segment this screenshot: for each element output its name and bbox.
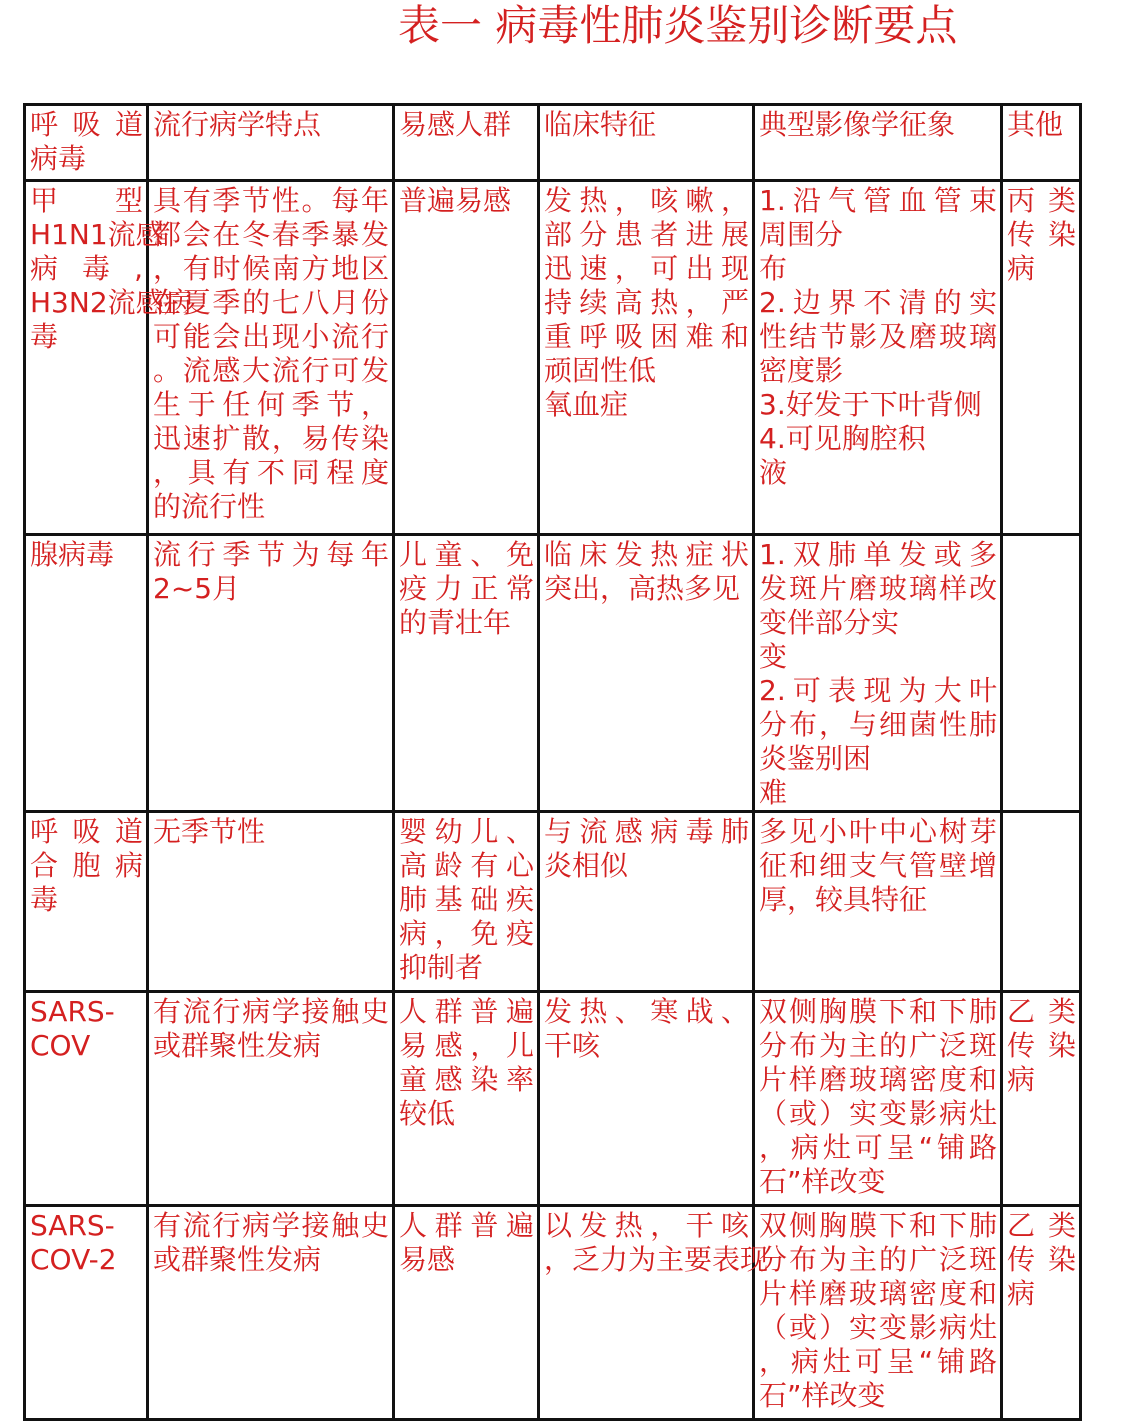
cell-imaging	[754, 812, 1002, 992]
cell-text-line: 临床发热症状	[544, 538, 749, 571]
cell-other	[1002, 812, 1081, 992]
imaging-item: 2.可表现为大叶 分布，与细菌性肺 炎鉴别困 难	[759, 674, 997, 809]
cell-text-line: SARS-	[30, 995, 115, 1028]
cell-text-line: 都会在冬春季暴发	[153, 218, 389, 251]
cell-epidemiology	[148, 535, 394, 812]
cell-text-line: 具有季节性。每年	[153, 184, 389, 217]
cell-text-line: 发热、寒战、	[544, 995, 749, 1028]
cell-text-line: 发热，咳嗽，	[544, 184, 749, 217]
cell-text-line: 合胞病	[30, 849, 143, 882]
imaging-item: 双侧胸膜下和下肺 分布为主的广泛斑 片样磨玻璃密度和 （或）实变影病灶 ，病灶可呈“铺路 石”样改变	[759, 995, 997, 1198]
cell-text-line: 病毒	[30, 142, 87, 175]
header-cell-virus	[25, 105, 148, 181]
cell-clinical	[539, 992, 754, 1206]
cell-susceptible	[394, 1206, 539, 1420]
cell-text-line: 儿童、免	[399, 538, 534, 571]
cell-clinical	[539, 812, 754, 992]
cell-text-line: 抑制者	[399, 951, 484, 984]
imaging-item: 1.沿气管血管束 周围分 布	[759, 184, 997, 285]
cell-imaging	[754, 1206, 1002, 1420]
cell-text-line: COV	[30, 1029, 91, 1062]
cell-text-line: 部分患者进展	[544, 218, 749, 251]
cell-susceptible: 普遍易感	[394, 181, 539, 535]
diagnosis-table	[23, 103, 1082, 1421]
cell-text-line: 乙类	[1007, 995, 1076, 1028]
cell-text-line: 或群聚性发病	[153, 1243, 322, 1276]
cell-text-line: 的流行性	[153, 490, 266, 523]
cell-text-line: 2~5月	[153, 572, 241, 605]
cell-virus	[25, 181, 192, 535]
cell-text-line: 重呼吸困难和	[544, 320, 749, 353]
cell-other	[1002, 535, 1081, 812]
cell-text-line: 病	[1007, 1063, 1036, 1096]
cell-text-line: 迅速，可出现	[544, 252, 749, 285]
cell-clinical	[539, 535, 754, 812]
table-row	[25, 812, 1081, 992]
header-cell-other: 其他	[1002, 105, 1081, 181]
cell-text-line: ，具有不同程度	[153, 456, 389, 489]
imaging-item: 双侧胸膜下和下肺 分布为主的广泛斑 片样磨玻璃密度和 （或）实变影病灶 ，病灶可呈“铺路 石”样改变	[759, 1209, 997, 1412]
cell-text-line: 突出，高热多见	[544, 572, 741, 605]
cell-text-line: 病	[1007, 1277, 1036, 1310]
cell-text-line: 较低	[399, 1097, 456, 1130]
imaging-item: 1.双肺单发或多 发斑片磨玻璃样改 变伴部分实 变	[759, 538, 997, 673]
cell-text-line: 传染	[1007, 218, 1076, 251]
cell-clinical	[539, 1206, 769, 1420]
cell-text-line: 生于任何季节，	[153, 388, 389, 421]
cell-text-line: H3N2流感病	[30, 286, 192, 319]
cell-text-line: COV-2	[30, 1243, 117, 1276]
cell-text-line: 迅速扩散，易传染	[153, 422, 389, 455]
header-cell-susceptible: 易感人群	[394, 105, 539, 181]
cell-text-line: 的青壮年	[399, 606, 512, 639]
table-header-row	[25, 105, 1081, 181]
cell-epidemiology	[148, 1206, 394, 1420]
cell-text-line: 炎相似	[544, 849, 629, 882]
cell-text-line: 以发热，干咳	[544, 1209, 749, 1242]
cell-text-line: 流行季节为每年	[153, 538, 389, 571]
cell-virus	[25, 992, 148, 1206]
cell-other	[1002, 992, 1081, 1206]
cell-text-line: 病	[1007, 252, 1036, 285]
cell-text-line: ，有时候南方地区	[153, 252, 389, 285]
cell-text-line: 甲型	[30, 184, 143, 217]
cell-text-line: 疫力正常	[399, 572, 534, 605]
cell-text-line: 呼吸道	[30, 815, 143, 848]
cell-text-line: 持续高热，严	[544, 286, 749, 319]
cell-susceptible	[394, 992, 539, 1206]
cell-text-line: 呼吸道	[30, 108, 143, 141]
cell-text-line: 病，免疫	[399, 917, 534, 950]
cell-epidemiology: 无季节性	[148, 812, 394, 992]
cell-text-line: 或群聚性发病	[153, 1029, 322, 1062]
table-row	[25, 181, 1081, 535]
cell-text-line: 有流行病学接触史	[153, 995, 389, 1028]
cell-imaging	[754, 181, 1002, 535]
cell-virus	[25, 812, 148, 992]
cell-text-line: ，乏力为主要表现	[544, 1243, 769, 1276]
cell-text-line: 传染	[1007, 1029, 1076, 1062]
cell-text-line: 。流感大流行可发	[153, 354, 389, 387]
cell-text-line: 易感，儿	[399, 1029, 534, 1062]
cell-text-line: 童感染率	[399, 1063, 534, 1096]
table-row	[25, 1206, 1081, 1420]
header-cell-clinical: 临床特征	[539, 105, 754, 181]
header-cell-imaging: 典型影像学征象	[754, 105, 1002, 181]
table-row	[25, 992, 1081, 1206]
cell-epidemiology	[148, 181, 394, 535]
cell-other	[1002, 1206, 1081, 1420]
cell-virus	[25, 1206, 148, 1420]
cell-text-line: 易感	[399, 1243, 456, 1276]
cell-text-line: 乙类	[1007, 1209, 1076, 1242]
cell-text-line: 与流感病毒肺	[544, 815, 749, 848]
cell-susceptible	[394, 535, 539, 812]
cell-text-line: 有流行病学接触史	[153, 1209, 389, 1242]
page-title: 表一 病毒性肺炎鉴别诊断要点	[398, 1, 958, 50]
cell-text-line: 丙类	[1007, 184, 1076, 217]
cell-other	[1002, 181, 1081, 535]
cell-imaging	[754, 535, 1002, 812]
cell-text-line: SARS-	[30, 1209, 115, 1242]
cell-text-line: 毒	[30, 883, 59, 916]
cell-text-line: 人群普遍	[399, 995, 534, 1028]
cell-text-line: 病毒,	[30, 252, 143, 285]
header-cell-epidemiology: 流行病学特点	[148, 105, 394, 181]
cell-imaging	[754, 992, 1002, 1206]
cell-text-line: 高龄有心	[399, 849, 534, 882]
cell-text-line: 人群普遍	[399, 1209, 534, 1242]
cell-text-line: 肺基础疾	[399, 883, 534, 916]
cell-text-line: 传染	[1007, 1243, 1076, 1276]
cell-text-line: H1N1流感	[30, 218, 164, 251]
cell-text-line: 顽固性低	[544, 354, 657, 387]
cell-text-line: 干咳	[544, 1029, 601, 1062]
cell-epidemiology	[148, 992, 394, 1206]
cell-susceptible	[394, 812, 539, 992]
cell-virus: 腺病毒	[25, 535, 148, 812]
cell-clinical: 发热，咳嗽， 部分患者进展 迅速，可出现 持续高热，严 重呼吸困难和 顽固性低 氧血症	[539, 181, 754, 535]
cell-text-line: 婴幼儿、	[399, 815, 534, 848]
imaging-item: 4.可见胸腔积 液	[759, 422, 926, 489]
cell-text-line: 毒	[30, 320, 59, 353]
imaging-item: 2.边界不清的实 性结节影及磨玻璃 密度影	[759, 286, 997, 387]
cell-text-line: 在夏季的七八月份	[153, 286, 389, 319]
cell-text-line: 可能会出现小流行	[153, 320, 389, 353]
table-row	[25, 535, 1081, 812]
imaging-item: 3.好发于下叶背侧	[759, 388, 982, 421]
imaging-item: 多见小叶中心树芽 征和细支气管壁增 厚，较具特征	[759, 815, 997, 916]
